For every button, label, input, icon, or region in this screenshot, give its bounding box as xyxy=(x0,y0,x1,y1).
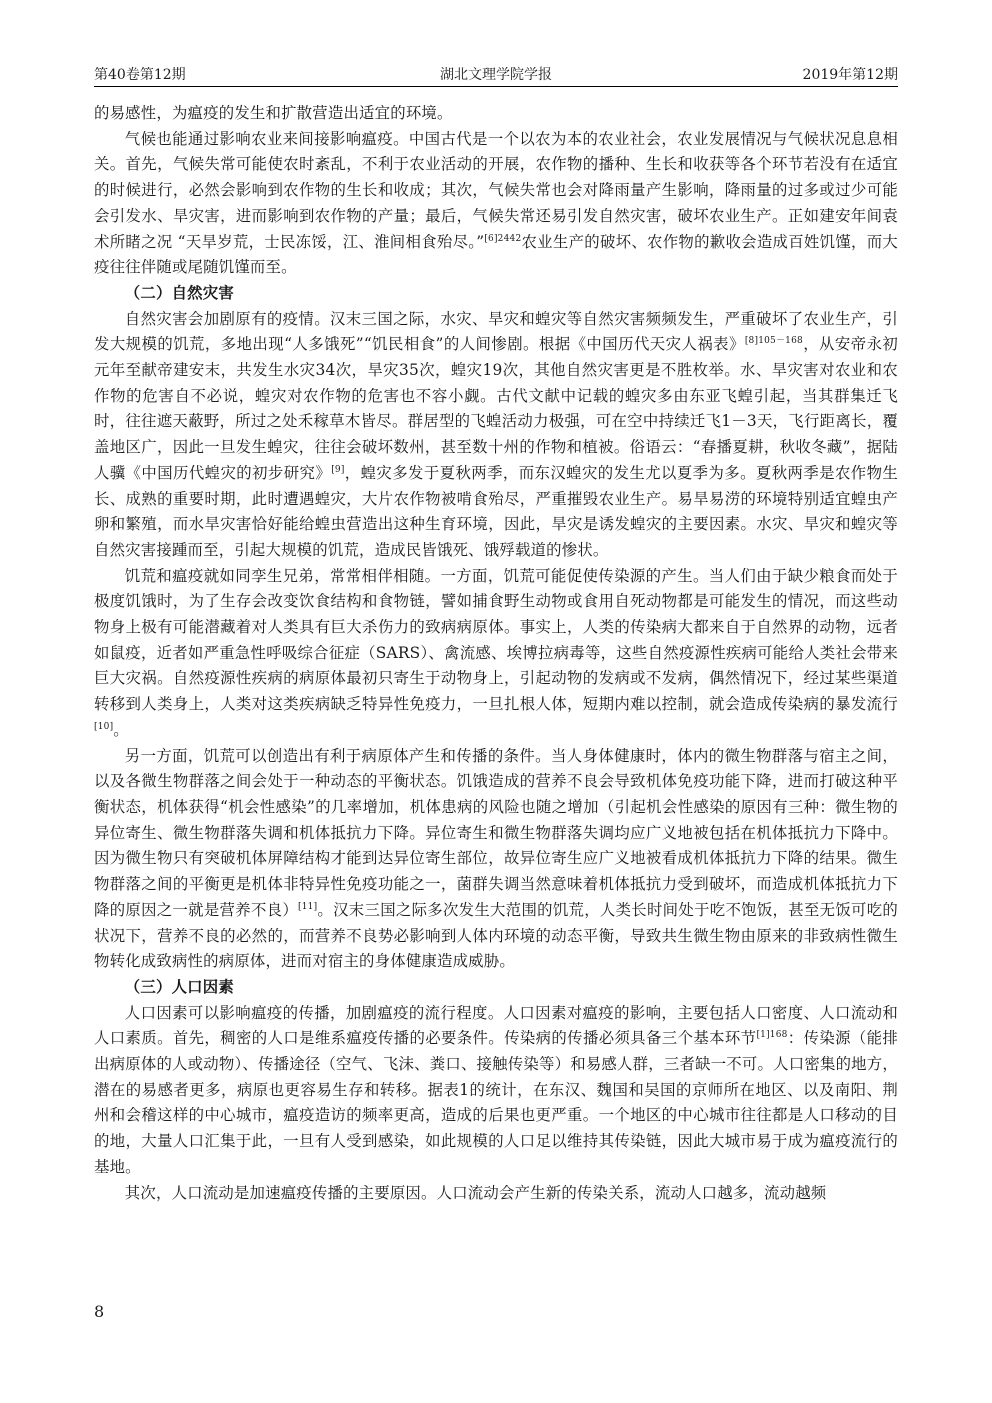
citation: [6]2442 xyxy=(484,233,522,244)
citation: [11] xyxy=(298,901,318,912)
citation: [1]168 xyxy=(756,1030,788,1041)
paragraph: 气候也能通过影响农业来间接影响瘟疫。中国古代是一个以农为本的农业社会，农业发展情况与气候状况息息相关。首先，气候失常可能使农时紊乱，不利于农业活动的开展，农作物的播种、生长和收获等各个环节若没有在适宜的时候进行，必然会影响到农作物的生长和收成；其次，气候失常也会对降雨量产生影响，降雨量的过多或过少可能会引发水、旱灾害，进而影响到农作物的产量；最后，气候失常还易引发自然灾害，破坏农业生产。正如建安年间袁术所睹之况 “天旱岁荒，士民冻馁，江、淮间相食殆尽。”$^{[6]2442}$农业生产的破坏、农作物的歉收会造成百姓饥馑，而大疫往往伴随或尾随饥馑而至。 xyxy=(94,129,898,277)
page-number: 8 xyxy=(94,1302,105,1321)
paragraph: 的易感性，为瘟疫的发生和扩散营造出适宜的环境。 xyxy=(94,104,453,122)
header-journal-title: 湖北文理学院学报 xyxy=(440,67,552,83)
citation: [8]105－168 xyxy=(744,336,803,347)
section-heading: （三）人口因素 xyxy=(124,977,234,996)
section-heading: （二）自然灾害 xyxy=(124,283,234,302)
paragraph: 人口因素可以影响瘟疫的传播，加剧瘟疫的流行程度。人口因素对瘟疫的影响，主要包括人口密度、人口流动和人口素质。首先，稠密的人口是维系瘟疫传播的必要条件。传染病的传播必须具备三个基本环节$^{[1]168}$：传染源（能排出病原体的人或动物）、传播途径（空气、飞沫、粪口、接触传染等）和易感人群，三者缺一不可。人口密集的地方，潜在的易感者更多，病原也更容易生存和转移。据表1的统计，在东汉、魏国和吴国的京师所在地区、以及南阳、荆州和会稽这样的中心城市，瘟疫造访的频率更高，造成的后果也更严重。一个地区的中心城市往往都是人口移动的目的地，大量人口汇集于此，一旦有人受到感染，如此规模的人口足以维持其传染链，因此大城市易于成为瘟疫流行的基地。 xyxy=(94,1003,899,1176)
header-volume: 第40卷第12期 xyxy=(94,67,186,83)
header-issue: 2019年第12期 xyxy=(802,67,898,83)
running-header xyxy=(94,64,898,87)
paragraph: 其次，人口流动是加速瘟疫传播的主要原因。人口流动会产生新的传染关系，流动人口越多，流动越频 xyxy=(124,1183,827,1202)
article-body xyxy=(94,101,898,1206)
citation: [9] xyxy=(331,464,345,475)
citation: [10] xyxy=(94,721,114,732)
paragraph: 另一方面，饥荒可以创造出有利于病原体产生和传播的条件。当人身体健康时，体内的微生物群落与宿主之间，以及各微生物群落之间会处于一种动态的平衡状态。饥饿造成的营养不良会导致机体免疫功能下降，进而打破这种平衡状态，机体获得“机会性感染”的几率增加，机体患病的风险也随之增加（引起机会性感染的原因有三种：微生物的异位寄生、微生物群落失调和机体抵抗力下降。异位寄生和微生物群落失调均应广义地被包括在机体抵抗力下降中。因为微生物只有突破机体屏障结构才能到达异位寄生部位，故异位寄生应广义地被看成机体抵抗力下降的结果。微生物群落之间的平衡更是机体非特异性免疫功能之一，菌群失调当然意味着机体抵抗力受到破坏，而造成机体抵抗力下降的原因之一就是营养不良）[11]。汉末三国之际多次发生大范围的饥荒，人类长时间处于吃不饱饭，甚至无饭可吃的状况下，营养不良的必然的，而营养不良势必影响到人体内环境的动态平衡，导致共生微生物由原来的非致病性微生物转化成致病性的病原体，进而对宿主的身体健康造成威胁。 xyxy=(94,746,898,971)
paragraph: 自然灾害会加剧原有的疫情。汉末三国之际，水灾、旱灾和蝗灾等自然灾害频频发生，严重破坏了农业生产，引发大规模的饥荒，多地出现“人多饿死”“饥民相食”的人间惨剧。根据《中国历代天灾人祸表》$^{[8]105-168}$，从安帝永初元年至献帝建安末，共发生水灾34次，旱灾35次，蝗灾19次，其他自然灾害更是不胜枚举。水、旱灾害对农业和农作物的危害自不必说，蝗灾对农作物的危害也不容小觑。古代文献中记载的蝗灾多由东亚飞蝗引起，当其群集迁飞时，往往遮天蔽野，所过之处禾稼草木皆尽。群居型的飞蝗活动力极强，可在空中持续迁飞1－3天，飞行距离长，覆盖地区广，因此一旦发生蝗灾，往往会破坏数州，甚至数十州的作物和植被。俗语云：“春播夏耕，秋收冬藏”，据陆人骥《中国历代蝗灾的初步研究》[9]，蝗灾多发于夏秋两季，而东汉蝗灾的发生尤以夏季为多。夏秋两季是农作物生长、成熟的重要时期，此时遭遇蝗灾，大片农作物被啃食殆尽，严重摧毁农业生产。易旱易涝的环境特别适宜蝗虫产卵和繁殖，而水旱灾害恰好能给蝗虫营造出这种生育环境，因此，旱灾是诱发蝗灾的主要因素。水灾、旱灾和蝗灾等自然灾害接踵而至，引起大规模的饥荒，造成民皆饿死、饿殍载道的惨状。 xyxy=(94,309,899,559)
paragraph: 饥荒和瘟疫就如同孪生兄弟，常常相伴相随。一方面，饥荒可能促使传染源的产生。当人们由于缺少粮食而处于极度饥饿时，为了生存会改变饮食结构和食物链，譬如捕食野生动物或食用自死动物都是可能发生的情况，而这些动物身上极有可能潜藏着对人类具有巨大杀伤力的致病病原体。事实上，人类的传染病大都来自于自然界的动物，远者如鼠疫，近者如严重急性呼吸综合征症（SARS）、禽流感、埃博拉病毒等，这些自然疫源性疾病可能给人类社会带来巨大灾祸。自然疫源性疾病的病原体最初只寄生于动物身上，引起动物的发病或不发病，偶然情况下，经过某些渠道转移到人类身上，人类对这类疾病缺乏特异性免疫力，一旦扎根人体，短期内难以控制，就会造成传染病的暴发流行[10]。 xyxy=(94,566,898,739)
